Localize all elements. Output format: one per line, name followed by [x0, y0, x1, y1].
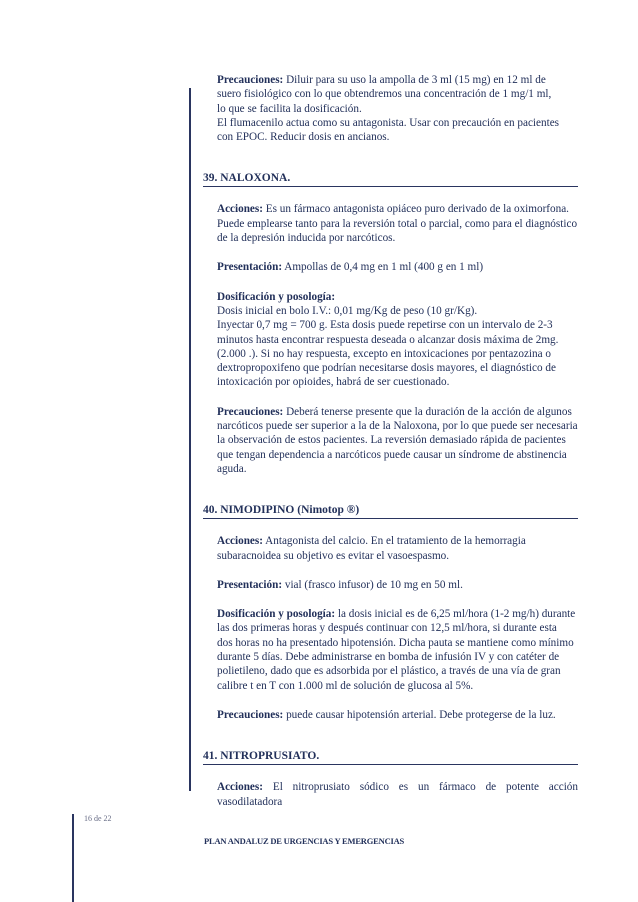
s40-dosificacion-line-2: dos horas no ha presentado hipotensión. Dicha pauta se mantiene como mínimo — [217, 636, 574, 649]
s40-dosificacion-line-3: durante 5 días. Debe administrarse en bomba de infusión IV y con catéter de — [217, 651, 560, 664]
margin-rule-top — [189, 88, 191, 791]
intro-precauciones-label: Precauciones: — [217, 74, 284, 86]
s40-dosificacion-label: Dosificación y posología: — [217, 608, 336, 621]
intro-line-4: con EPOC. Reducir dosis en ancianos. — [217, 131, 390, 144]
section-39-title: 39. NALOXONA. — [203, 172, 578, 187]
s40-acciones — [217, 534, 578, 563]
s39-acciones-line-2: de la depresión inducida por narcóticos. — [217, 232, 396, 245]
s39-dosificacion-line-1: Inyectar 0,7 mg = 700 g. Esta dosis puede repetirse con un intervalo de 2-3 — [217, 319, 553, 332]
footer-title: PLAN ANDALUZ DE URGENCIAS Y EMERGENCIAS — [204, 836, 405, 846]
s39-dosificacion-line-3: (2.000 .). Si no hay respuesta, excepto en intoxicaciones por pentazozina o — [217, 347, 551, 360]
section-40-title: 40. NIMODIPINO (Nimotop ®) — [203, 504, 578, 519]
s39-acciones-line-0: Es un fármaco antagonista opiáceo puro derivado de la oximorfona. — [265, 203, 569, 216]
margin-rule-bottom — [72, 814, 74, 902]
intro-line-1: suero fisiológico con lo que obtendremos una concentración de 1 mg/1 ml, — [217, 88, 552, 101]
s40-dosificacion-line-0: la dosis inicial es de 6,25 ml/hora (1-2 mg/h) durante — [337, 608, 576, 621]
s39-dosificacion-line-5: intoxicación por opioides, habrá de ser cuestionado. — [217, 376, 450, 389]
s41-acciones-text: El nitroprusiato sódico es un fármaco de potente acción vasodilatadora — [217, 781, 578, 808]
s41-acciones-label: Acciones: — [217, 781, 263, 794]
s40-dosificacion-line-1: las dos primeras horas y después continuar con 12,5 ml/hora, si durante esta — [217, 622, 557, 635]
s39-dosificacion-line-2: minutos hasta encontrar respuesta deseada o alcanzar dosis máxima de 2mg. — [217, 333, 559, 346]
s39-acciones-label: Acciones: — [217, 203, 263, 216]
s39-presentacion — [217, 260, 578, 274]
s39-dosificacion-line-4: dextropropoxifeno que podrían necesitarse dosis mayores, el diagnóstico de — [217, 362, 556, 375]
s39-acciones — [217, 202, 578, 245]
s40-presentacion — [217, 578, 578, 592]
s40-dosificacion — [217, 607, 578, 693]
s39-precauciones-label: Precauciones: — [217, 405, 284, 418]
s39-dosificacion — [217, 290, 578, 390]
s39-presentacion-label: Presentación: — [217, 261, 283, 274]
s40-presentacion-label: Presentación: — [217, 578, 283, 591]
s39-precauciones-line-4: aguda. — [217, 462, 247, 475]
s40-acciones-line-0: Antagonista del calcio. En el tratamiento de la hemorragia — [265, 535, 526, 548]
s39-dosificacion-line-0: Dosis inicial en bolo I.V.: 0,01 mg/Kg de peso (10 gr/Kg). — [217, 304, 478, 317]
page-number: 16 de 22 — [84, 814, 112, 823]
s40-precauciones-text: puede causar hipotensión arterial. Debe protegerse de la luz. — [286, 708, 556, 721]
s39-precauciones-line-3: que tengan dependencia a narcóticos puede causar un síndrome de abstinencia — [217, 448, 567, 461]
s40-acciones-label: Acciones: — [217, 535, 263, 548]
s39-precauciones — [217, 405, 578, 476]
intro-line-3: El flumacenilo actua como su antagonista. Usar con precaución en pacientes — [217, 116, 560, 129]
s40-acciones-line-1: subaracnoidea su objetivo es evitar el vasoespasmo. — [217, 549, 450, 562]
intro-line-0: Diluir para su uso la ampolla de 3 ml (15 mg) en 12 ml de — [286, 74, 546, 86]
section-41-title: 41. NITROPRUSIATO. — [203, 750, 578, 765]
intro-precauciones — [217, 73, 578, 144]
s41-acciones — [217, 780, 578, 809]
s39-acciones-line-1: Puede emplearse tanto para la reversión total o parcial, como para el diagnóstico — [217, 217, 578, 230]
s39-dosificacion-label: Dosificación y posología: — [217, 290, 336, 303]
s39-precauciones-line-2: la observación de estos pacientes. La reversión demasiado rápida de pacientes — [217, 434, 566, 447]
s40-presentacion-text: vial (frasco infusor) de 10 mg en 50 ml. — [284, 578, 463, 591]
s40-precauciones — [217, 708, 578, 722]
intro-line-2: lo que se facilita la dosificación. — [217, 102, 362, 115]
s40-dosificacion-line-4: polietileno, dado que es adsorbida por el plástico, a través de una vía de gran — [217, 665, 561, 678]
s39-precauciones-line-0: Deberá tenerse presente que la duración de la acción de algunos — [286, 405, 572, 418]
s39-precauciones-line-1: narcóticos puede ser superior a la de la Naloxona, por lo que puede ser necesaria — [217, 420, 578, 433]
s39-presentacion-text: Ampollas de 0,4 mg en 1 ml (400 g en 1 ml) — [284, 261, 484, 274]
s40-dosificacion-line-5: calibre t en T con 1.000 ml de solución de glucosa al 5%. — [217, 679, 474, 692]
page-content — [203, 73, 578, 809]
s40-precauciones-label: Precauciones: — [217, 708, 284, 721]
